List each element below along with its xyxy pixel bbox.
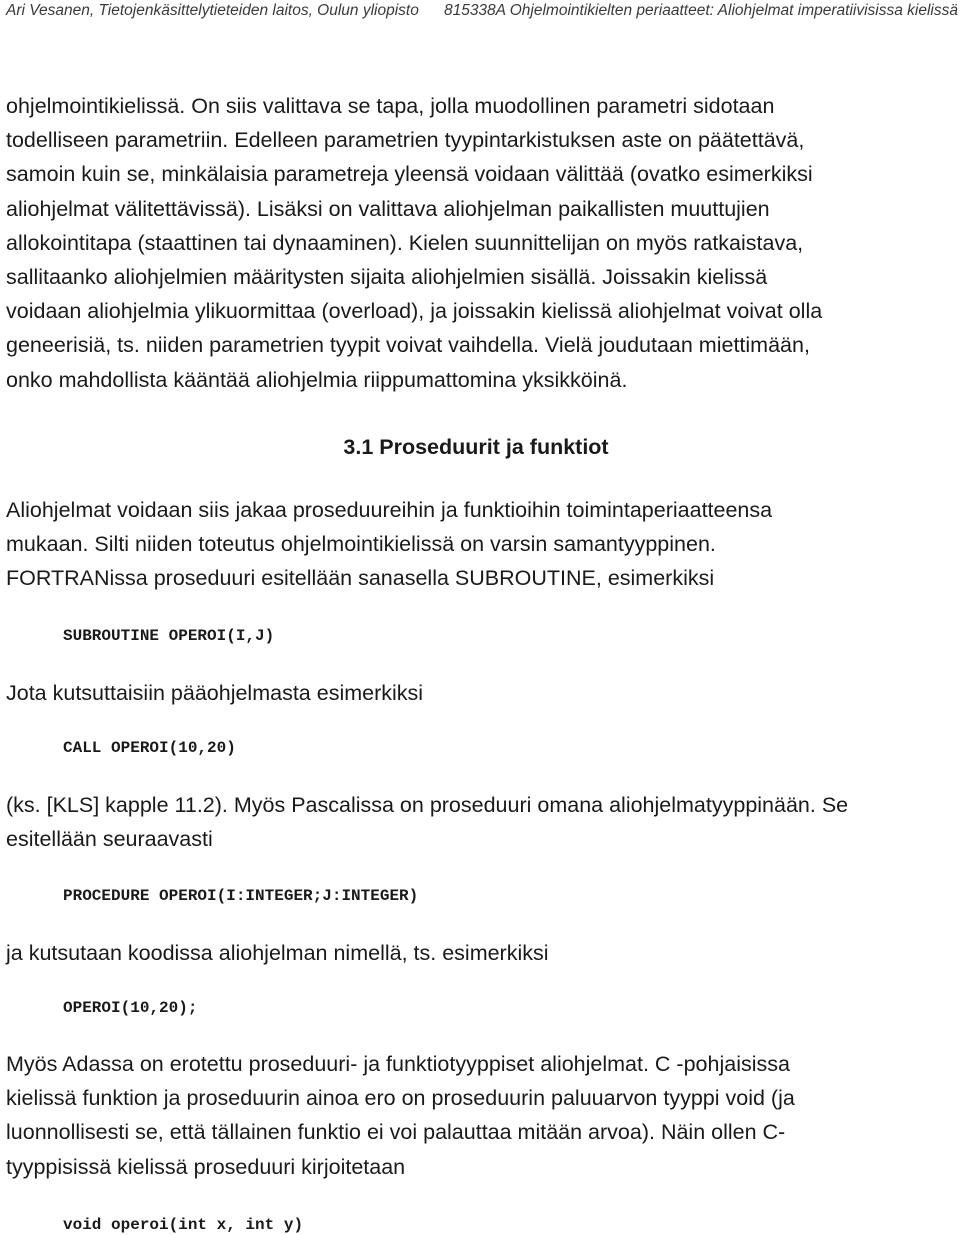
text-line: sallitaanko aliohjelmien määritysten sijaita aliohjelmien sisällä. Joissakin kielissä xyxy=(6,265,768,290)
section-heading-text: 3.1 Proseduurit ja funktiot xyxy=(343,435,609,459)
text-line: esitellään seuraavasti xyxy=(6,827,213,852)
text-line: mukaan. Silti niiden toteutus ohjelmointikielissä on varsin samantyyppinen. xyxy=(6,532,716,557)
header-course: 815338A Ohjelmointikielten periaatteet: Aliohjelmat imperatiivisissa kielissä xyxy=(443,2,958,19)
text-line: voidaan aliohjelmia ylikuormittaa (overload), ja joissakin kielissä aliohjelmat voivat olla xyxy=(6,299,823,324)
text-line: geneerisiä, ts. niiden parametrien tyypit voivat vaihdella. Vielä joudutaan miettimään, xyxy=(6,333,810,358)
text-line: kielissä funktion ja proseduurin ainoa ero on proseduurin paluuarvon tyyppi void (ja xyxy=(6,1086,795,1111)
text-line: samoin kuin se, minkälaisia parametreja yleensä voidaan välittää (ovatko esimerkiksi xyxy=(6,162,813,187)
code-pascal-call: OPEROI(10,20); xyxy=(63,999,198,1017)
pascal-paragraph xyxy=(6,788,956,856)
text-line: onko mahdollista kääntää aliohjelmia riippumattomina yksikköinä. xyxy=(6,367,628,392)
code-fortran-call: CALL OPEROI(10,20) xyxy=(63,739,236,757)
call-intro-paragraph xyxy=(6,676,956,710)
code-fortran-declaration: SUBROUTINE OPEROI(I,J) xyxy=(63,627,275,645)
pascal-call-paragraph xyxy=(6,936,956,970)
text-line: (ks. [KLS] kapple 11.2). Myös Pascalissa on proseduuri omana aliohjelmatyyppinään. Se xyxy=(6,793,849,817)
text-line: ja kutsutaan koodissa aliohjelman nimellä, ts. esimerkiksi xyxy=(6,941,549,965)
text-line: todelliseen parametriin. Edelleen parametrien tyypintarkistuksen aste on päätettävä, xyxy=(6,128,805,153)
text-line: luonnollisesti se, että tällainen funktio ei voi palauttaa mitään arvoa). Näin ollen C- xyxy=(6,1120,786,1145)
text-line: Aliohjelmat voidaan siis jakaa proseduureihin ja funktioihin toimintaperiaatteensa xyxy=(6,498,773,522)
ada-c-paragraph xyxy=(6,1047,956,1184)
text-line: FORTRANissa proseduuri esitellään sanasella SUBROUTINE, esimerkiksi xyxy=(6,566,715,591)
text-line: allokointitapa (staattinen tai dynaaminen). Kielen suunnittelijan on myös ratkaistava, xyxy=(6,230,804,255)
text-line: Myös Adassa on erotettu proseduuri- ja funktiotyyppiset aliohjelmat. C -pohjaisissa xyxy=(6,1052,790,1076)
intro-paragraph xyxy=(6,89,956,397)
section-intro-paragraph xyxy=(6,493,956,596)
text-line: ohjelmointikielissä. On siis valittava se tapa, jolla muodollinen parametri sidotaan xyxy=(6,94,775,118)
code-pascal-declaration: PROCEDURE OPEROI(I:INTEGER;J:INTEGER) xyxy=(63,887,419,905)
text-line: tyyppisissä kielissä proseduuri kirjoitetaan xyxy=(6,1154,406,1179)
header-author: Ari Vesanen, Tietojenkäsittelytieteiden laitos, Oulun yliopisto xyxy=(6,2,419,19)
text-line: aliohjelmat välitettävissä). Lisäksi on valittava aliohjelman paikallisten muuttujien xyxy=(6,196,770,221)
section-heading xyxy=(0,435,960,460)
code-c-declaration: void operoi(int x, int y) xyxy=(63,1216,304,1234)
text-line: Jota kutsuttaisiin pääohjelmasta esimerkiksi xyxy=(6,681,424,705)
page-header xyxy=(6,2,958,26)
